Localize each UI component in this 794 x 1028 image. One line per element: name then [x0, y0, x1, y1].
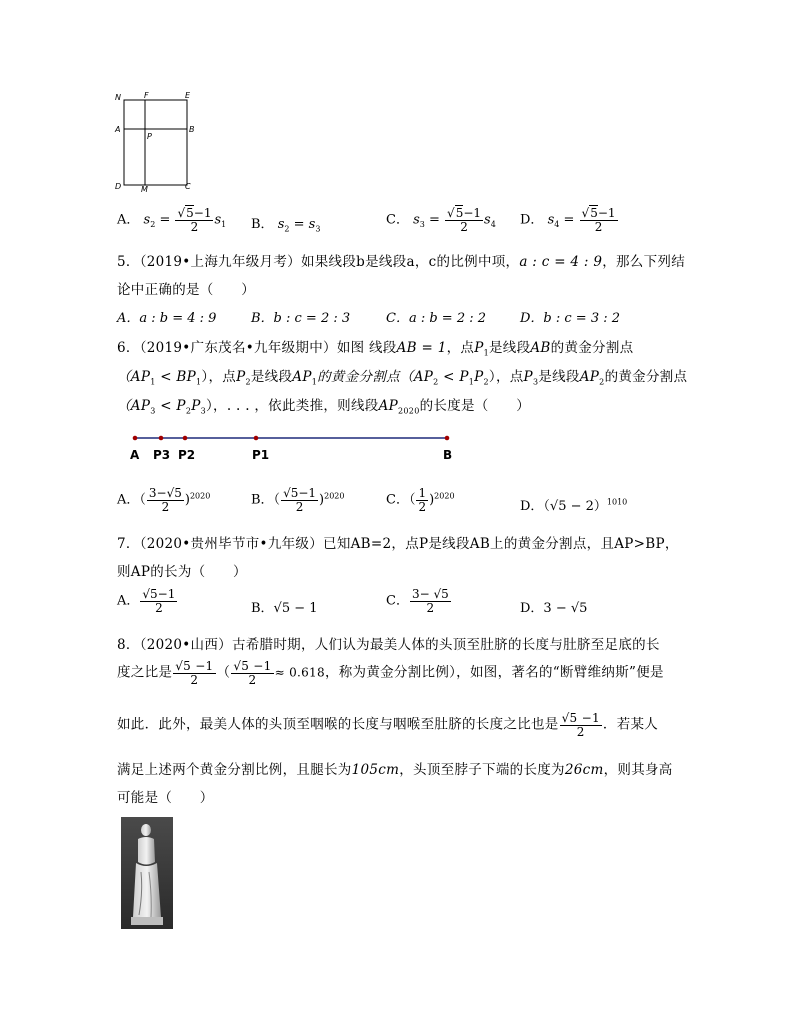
q6-option-d[interactable]: D．$(√5 - 2)^{1010}$: [520, 497, 628, 514]
q5-option-b[interactable]: B．b : c = 2 : 3: [251, 311, 351, 326]
seg-label-P3: P3: [153, 448, 171, 462]
q6-option-b[interactable]: B．（ $\frac{√5-1}{2}$ )$^{2020}$: [251, 486, 345, 514]
label-B: B: [189, 125, 195, 134]
seg-label-B: B: [443, 448, 453, 462]
q6-line-3: $(AP_3 < P_2P_3)$，. . . ，依此类推，则线段$AP_{2020}$的长度是（ ）: [117, 398, 530, 416]
label-E: E: [185, 91, 191, 100]
point-P2: [183, 436, 188, 441]
q5-option-c[interactable]: C．a : b = 2 : 2: [386, 311, 487, 326]
q8-line-1: 8．（2020•山西）古希腊时期，人们认为最美人体的头顶至肚脐的长度与肚脐至足底的长: [117, 637, 660, 653]
venus-statue-image: [121, 817, 173, 929]
q5-line-2: 论中正确的是（ ）: [117, 282, 255, 298]
q8-line-5: 可能是（ ）: [117, 790, 214, 806]
q7-option-b[interactable]: B．√5 − 1: [251, 601, 318, 616]
q5-option-d[interactable]: D．b : c = 3 : 2: [520, 311, 621, 326]
q7-option-c[interactable]: C． $\frac{3- √5}{2}$: [386, 587, 449, 615]
point-B: [445, 436, 450, 441]
q6-line-1: 6．（2019•广东茂名•九年级期中）如图 线段AB = 1，点$P_1$是线段AB的黄金分割点: [117, 340, 634, 358]
q6-option-c[interactable]: C．（ $\frac{1}{2}$ )$^{2020}$: [386, 486, 455, 514]
q4-option-b[interactable]: B． $s_2 = s_3$: [251, 217, 321, 234]
segment-figure: [125, 428, 465, 468]
label-P: P: [147, 132, 152, 141]
point-P3: [159, 436, 164, 441]
q7-option-d[interactable]: D．3 − √5: [520, 601, 588, 616]
q8-line-3: 如此．此外，最美人体的头顶至咽喉的长度与咽喉至肚脐的长度之比也是 $\frac{√5 -1}{2}$ ．若某人: [117, 711, 659, 739]
q4-option-a[interactable]: A． $s_2$ = $\frac{√5-1}{2}$ $s_1$: [117, 206, 227, 234]
q6-option-a[interactable]: A．（ $\frac{3-√5}{2}$ )$^{2020}$: [117, 486, 211, 514]
rectangle-figure: [112, 90, 207, 195]
q8-line-2: 度之比是 $\frac{√5 -1}{2}$ （ $\frac{√5 -1}{2}$ ≈ 0.618，称为黄金分割比例），如图，著名的“断臂维纳斯”便是: [117, 659, 664, 687]
label-F: F: [144, 91, 149, 100]
label-C: C: [185, 182, 191, 191]
label-M: M: [141, 185, 148, 194]
seg-label-P1: P1: [252, 448, 270, 462]
q7-line-2: 则AP的长为（ ）: [117, 564, 247, 580]
seg-label-A: A: [130, 448, 140, 462]
q7-option-a[interactable]: A． $\frac{√5-1}{2}$: [117, 587, 176, 615]
q7-line-1: 7．（2020•贵州毕节市•九年级）已知AB=2，点P是线段AB上的黄金分割点，且AP>BP，: [117, 536, 679, 552]
seg-label-P2: P2: [178, 448, 196, 462]
label-A: A: [115, 125, 121, 134]
point-A: [133, 436, 138, 441]
q4-option-d[interactable]: D． $s_4$ = $\frac{√5-1}{2}$: [520, 206, 616, 234]
label-N: N: [115, 93, 121, 102]
q4-option-c[interactable]: C． $s_3$ = $\frac{√5-1}{2}$ $s_4$: [386, 206, 496, 234]
label-D: D: [115, 182, 122, 191]
q8-line-4: 满足上述两个黄金分割比例，且腿长为105cm，头顶至脖子下端的长度为26cm，则其身高: [117, 762, 673, 778]
q5-option-a[interactable]: A．a : b = 4 : 9: [117, 311, 217, 326]
q6-line-2: $(AP_1 < BP_1)$，点$P_2$是线段$AP_1$的黄金分割点$(AP_2 < P_1P_2)$，点$P_3$是线段$AP_2$的黄金分割点: [117, 369, 688, 387]
point-P1: [254, 436, 259, 441]
q5-line-1: 5．（2019•上海九年级月考）如果线段b是线段a，c的比例中项，a : c = 4 : 9，那么下列结: [117, 254, 686, 270]
